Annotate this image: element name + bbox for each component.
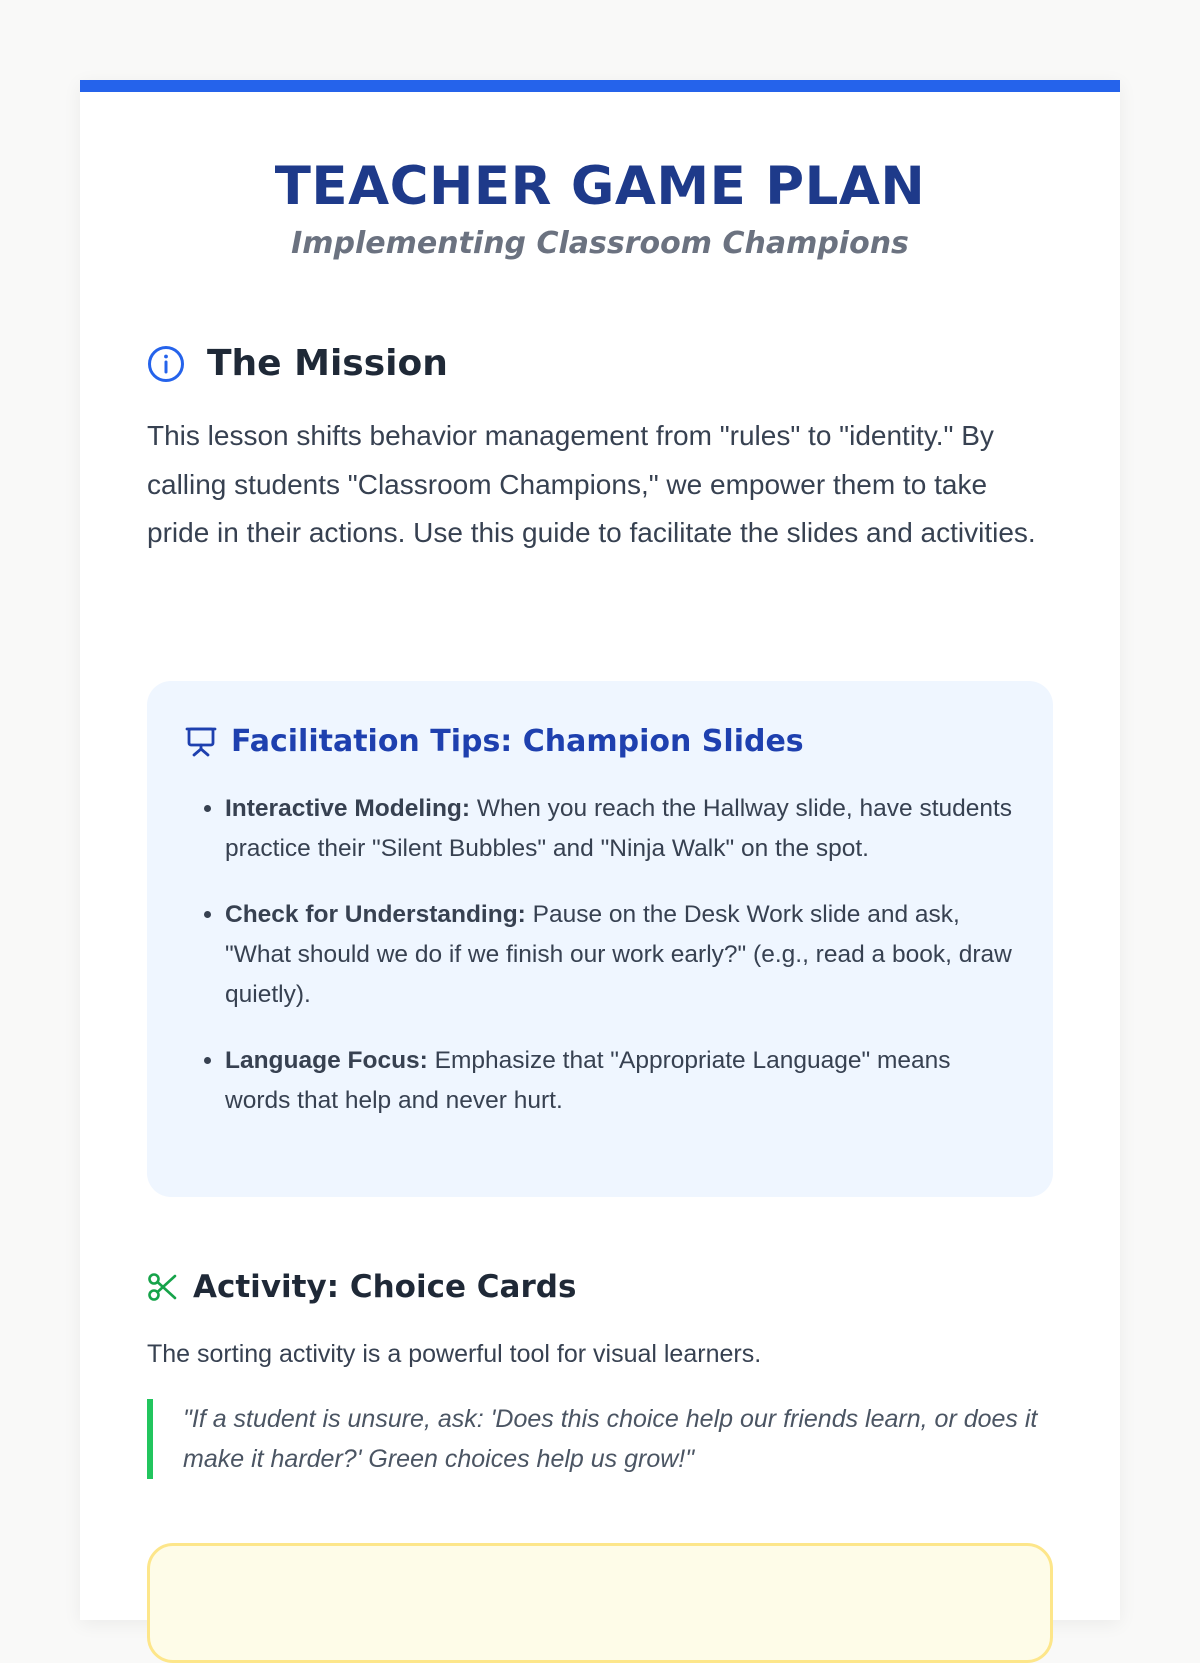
tips-heading-row	[185, 721, 1015, 761]
activity-heading: Activity: Choice Cards	[193, 1269, 577, 1305]
facilitation-tips-box	[147, 681, 1053, 1197]
scissors-icon	[147, 1272, 177, 1302]
tip-label: Language Focus:	[225, 1047, 428, 1074]
tip-label: Interactive Modeling:	[225, 795, 471, 822]
document-page	[80, 80, 1120, 1620]
presentation-icon	[185, 725, 217, 757]
note-box	[147, 1543, 1053, 1663]
activity-quote: "If a student is unsure, ask: 'Does this choice help our friends learn, or does it make it harder?' Green choices help us grow!"	[147, 1399, 1053, 1479]
document-header	[80, 92, 1120, 264]
tip-label: Check for Understanding:	[225, 901, 526, 928]
list-item	[225, 895, 1015, 1015]
tip-text: Emphasize that "Appropriate Language" means words that help and never hurt.	[225, 1047, 951, 1114]
tip-text: Pause on the Desk Work slide and ask, "What should we do if we finish our work early?" (e.g., read a book, draw quietly).	[225, 901, 1012, 1008]
activity-heading-row	[147, 1267, 576, 1307]
mission-heading: The Mission	[207, 343, 448, 384]
info-icon	[147, 345, 185, 383]
mission-heading-row	[147, 342, 448, 386]
page-subtitle: Implementing Classroom Champions	[291, 226, 909, 261]
activity-text: The sorting activity is a powerful tool for visual learners.	[147, 1340, 762, 1368]
page-title: TEACHER GAME PLAN	[274, 156, 926, 217]
tip-text: When you reach the Hallway slide, have students practice their "Silent Bubbles" and "Ninja Walk" on the spot.	[225, 795, 1013, 862]
tips-heading: Facilitation Tips: Champion Slides	[231, 723, 804, 759]
list-item	[225, 789, 1015, 869]
list-item	[225, 1041, 1015, 1121]
mission-text: This lesson shifts behavior management from "rules" to "identity." By calling students "Classroom Champions," we empower them to take pride in their actions. Use this guide to facilitate the slides and activities.	[147, 420, 1036, 548]
tips-list	[185, 789, 1015, 1121]
